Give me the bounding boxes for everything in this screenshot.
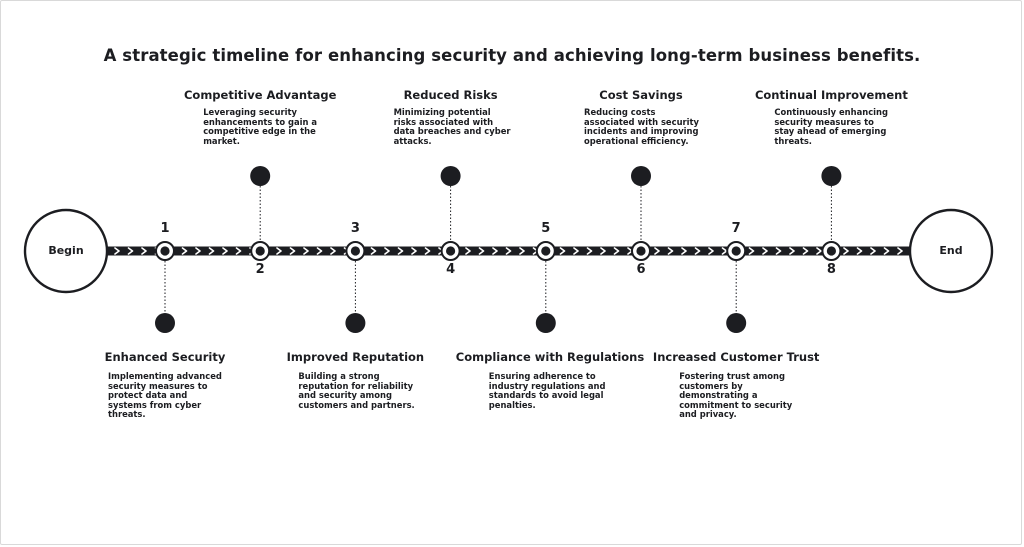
diagram-title: A strategic timeline for enhancing security and achieving long-term business benefits.	[103, 46, 921, 65]
step-number: 4	[446, 262, 456, 277]
step-description: Minimizing potential risks associated with data breaches and cyber attacks.	[393, 107, 511, 146]
step-number: 8	[826, 262, 836, 277]
step-marker-core	[636, 246, 645, 255]
step-heading: Competitive Advantage	[183, 88, 337, 102]
step-heading: Improved Reputation	[286, 350, 425, 364]
step-marker-core	[541, 246, 550, 255]
step-marker-core	[446, 246, 455, 255]
step-heading: Compliance with Regulations	[455, 350, 645, 364]
step-description: Continuously enhancing security measures to stay ahead of emerging threats.	[774, 107, 889, 146]
milestone-dot	[536, 313, 556, 333]
step-marker-core	[827, 246, 836, 255]
step-number: 7	[731, 221, 741, 236]
step-marker-core	[732, 246, 741, 255]
step-heading: Reduced Risks	[403, 88, 498, 102]
step-description: Building a strong reputation for reliability and security among customers and partners.	[298, 371, 415, 410]
step-number: 5	[541, 221, 551, 236]
step-heading: Continual Improvement	[754, 88, 908, 102]
step-number: 6	[636, 262, 646, 277]
step-number: 2	[255, 262, 265, 277]
step-description: Reducing costs associated with security incidents and improving operational efficiency.	[584, 107, 700, 146]
step-marker-core	[256, 246, 265, 255]
milestone-dot	[441, 166, 461, 186]
step-description: Leveraging security enhancements to gain a competitive edge in the market.	[203, 107, 318, 146]
step-description: Ensuring adherence to industry regulations and standards to avoid legal penalties.	[488, 371, 606, 410]
milestone-dot	[821, 166, 841, 186]
milestone-dot	[155, 313, 175, 333]
step-heading: Increased Customer Trust	[652, 350, 820, 364]
milestone-dot	[631, 166, 651, 186]
step-number: 3	[350, 221, 360, 236]
step-marker-core	[351, 246, 360, 255]
step-description: Implementing advanced security measures to protect data and systems from cyber threats.	[108, 371, 222, 420]
begin-label: Begin	[48, 244, 84, 257]
step-marker-core	[160, 246, 169, 255]
milestone-dot	[726, 313, 746, 333]
step-number: 1	[160, 221, 170, 236]
milestone-dot	[250, 166, 270, 186]
step-description: Fostering trust among customers by demonstrating a commitment to security and privacy.	[679, 371, 793, 420]
milestone-dot	[345, 313, 365, 333]
step-heading: Cost Savings	[599, 88, 683, 102]
end-label: End	[939, 244, 963, 257]
step-heading: Enhanced Security	[104, 350, 226, 364]
